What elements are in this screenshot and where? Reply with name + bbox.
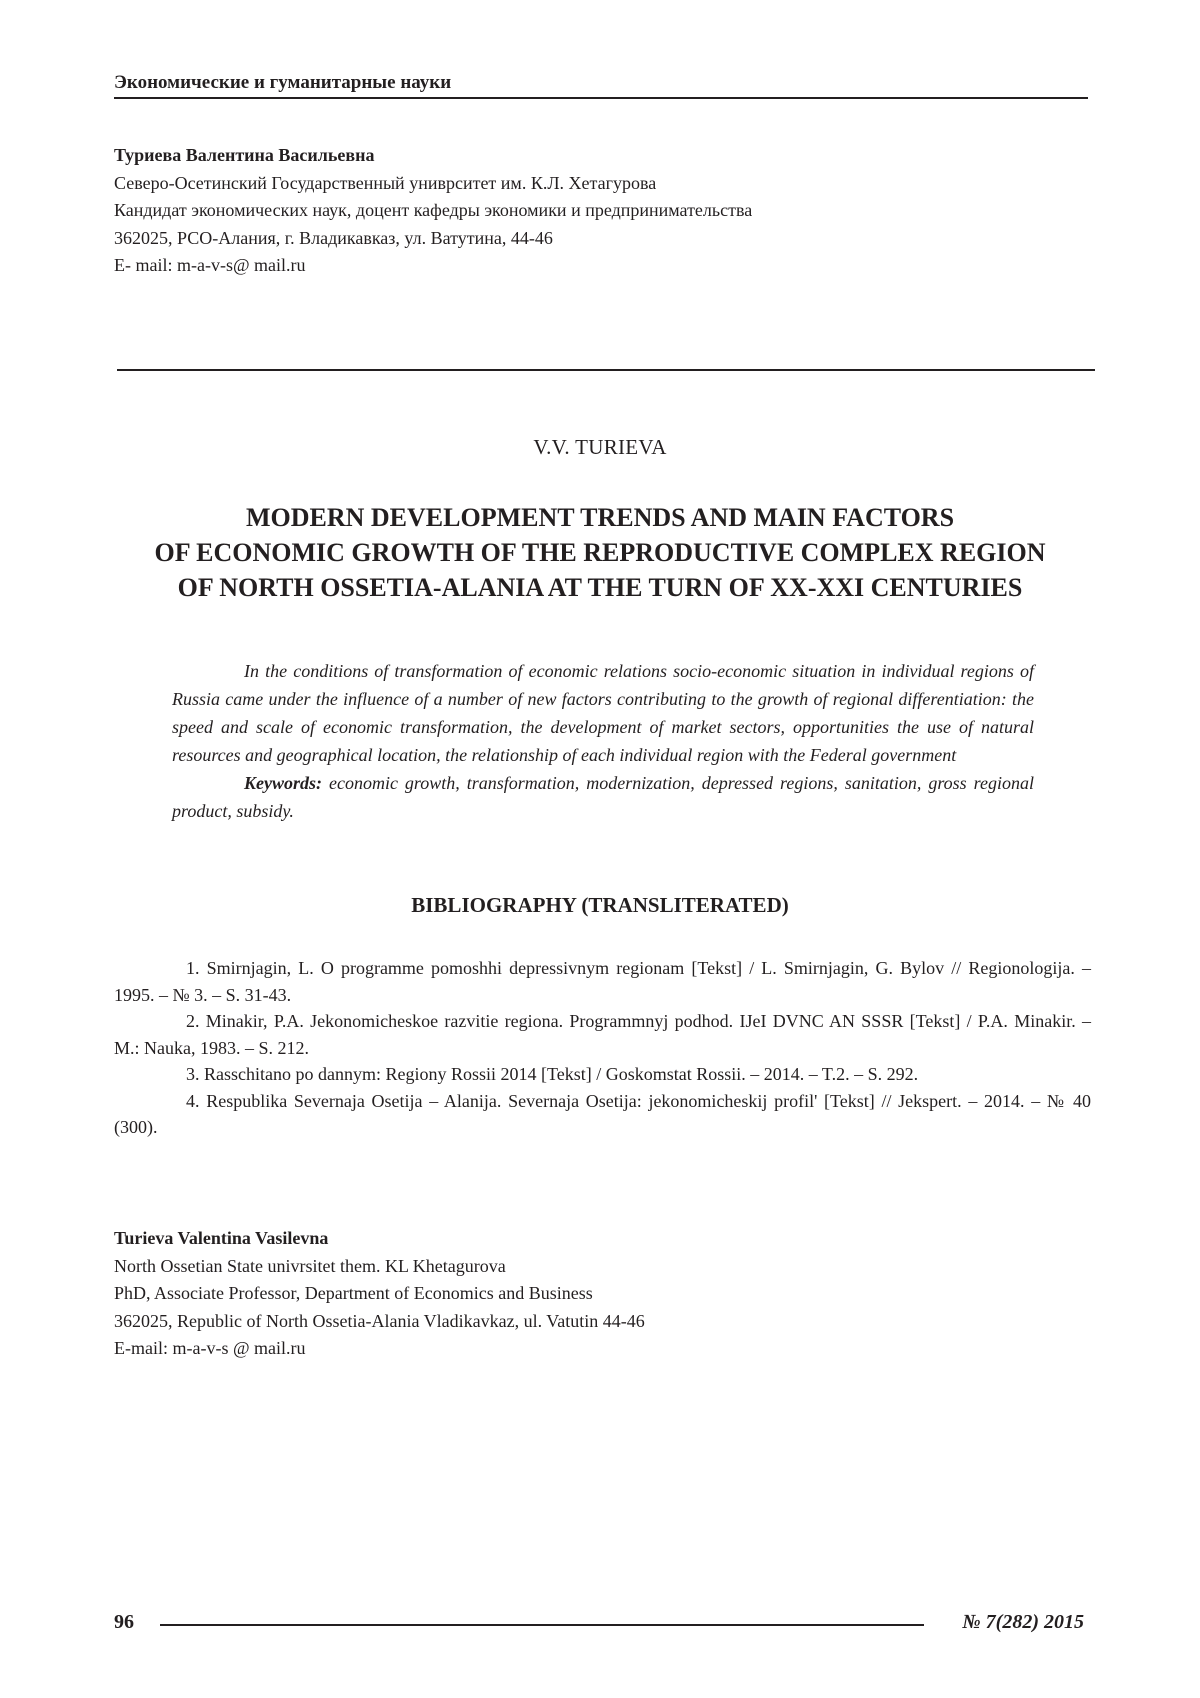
author-email-en: E-mail: m-a-v-s @ mail.ru <box>114 1335 1014 1363</box>
title-line: OF NORTH OSSETIA-ALANIA AT THE TURN OF XX-XXI CENTURIES <box>90 570 1110 605</box>
bibliography-entry: 3. Rasschitano po dannym: Regiony Rossii 2014 [Tekst] / Goskomstat Rossii. – 2014. – T.2. – S. 292. <box>114 1061 1091 1088</box>
article-author: V.V. TURIEVA <box>0 432 1200 462</box>
keywords-text: economic growth, transformation, modernization, depressed regions, sanitation, gross regional product, subsidy. <box>172 773 1034 821</box>
abstract-text: In the conditions of transformation of economic relations socio-economic situation in individual regions of Russia came under the influence of a number of new factors contributing to the growth of regional differentiation: the speed and scale of economic transformation, the development of market sectors, opportunities the use of natural resources and geographical location, the relationship of each individual region with the Federal government <box>172 657 1034 769</box>
bibliography-entry: 2. Minakir, P.A. Jekonomicheskoe razvitie regiona. Programmnyj podhod. IJeI DVNC AN SSSR [Tekst] / P.A. Minakir. – M.: Nauka, 1983. – S. 212. <box>114 1008 1091 1061</box>
author-info-en <box>114 1225 1014 1363</box>
page-number: 96 <box>114 1608 134 1636</box>
author-name-en: Turieva Valentina Vasilevna <box>114 1225 1014 1253</box>
title-line: MODERN DEVELOPMENT TRENDS AND MAIN FACTORS <box>90 500 1110 535</box>
author-position-ru: Кандидат экономических наук, доцент кафедры экономики и предпринимательства <box>114 197 1014 225</box>
bibliography-entry: 4. Respublika Severnaja Osetija – Alanija. Severnaja Osetija: jekonomicheskij profil' [Tekst] // Jekspert. – 2014. – № 40 (300). <box>114 1088 1091 1141</box>
running-header: Экономические и гуманитарные науки <box>114 68 1088 98</box>
section-rule <box>117 369 1095 371</box>
author-info-ru <box>114 142 1014 280</box>
title-line: OF ECONOMIC GROWTH OF THE REPRODUCTIVE COMPLEX REGION <box>90 535 1110 570</box>
bibliography-entry: 1. Smirnjagin, L. O programme pomoshhi depressivnym regionam [Tekst] / L. Smirnjagin, G. Bylov // Regionologija. – 1995. – № 3. – S. 31-43. <box>114 955 1091 1008</box>
header-rule <box>114 97 1088 99</box>
author-email-ru: E- mail: m-a-v-s@ mail.ru <box>114 252 1014 280</box>
bibliography-list <box>114 955 1091 1141</box>
abstract <box>172 657 1034 825</box>
author-affiliation-ru: Северо-Осетинский Государственный униврситет им. К.Л. Хетагурова <box>114 170 1014 198</box>
author-name-ru: Туриева Валентина Васильевна <box>114 142 1014 170</box>
keywords <box>172 769 1034 825</box>
author-address-en: 362025, Republic of North Ossetia-Alania Vladikavkaz, ul. Vatutin 44-46 <box>114 1308 1014 1336</box>
footer-rule <box>160 1624 924 1626</box>
author-position-en: PhD, Associate Professor, Department of Economics and Business <box>114 1280 1014 1308</box>
bibliography-heading: BIBLIOGRAPHY (TRANSLITERATED) <box>0 890 1200 920</box>
author-address-ru: 362025, РСО-Алания, г. Владикавказ, ул. Ватутина, 44-46 <box>114 225 1014 253</box>
article-title <box>90 500 1110 605</box>
author-affiliation-en: North Ossetian State univrsitet them. KL Khetagurova <box>114 1253 1014 1281</box>
issue-number: № 7(282) 2015 <box>940 1608 1084 1636</box>
keywords-label: Keywords: <box>244 773 322 793</box>
